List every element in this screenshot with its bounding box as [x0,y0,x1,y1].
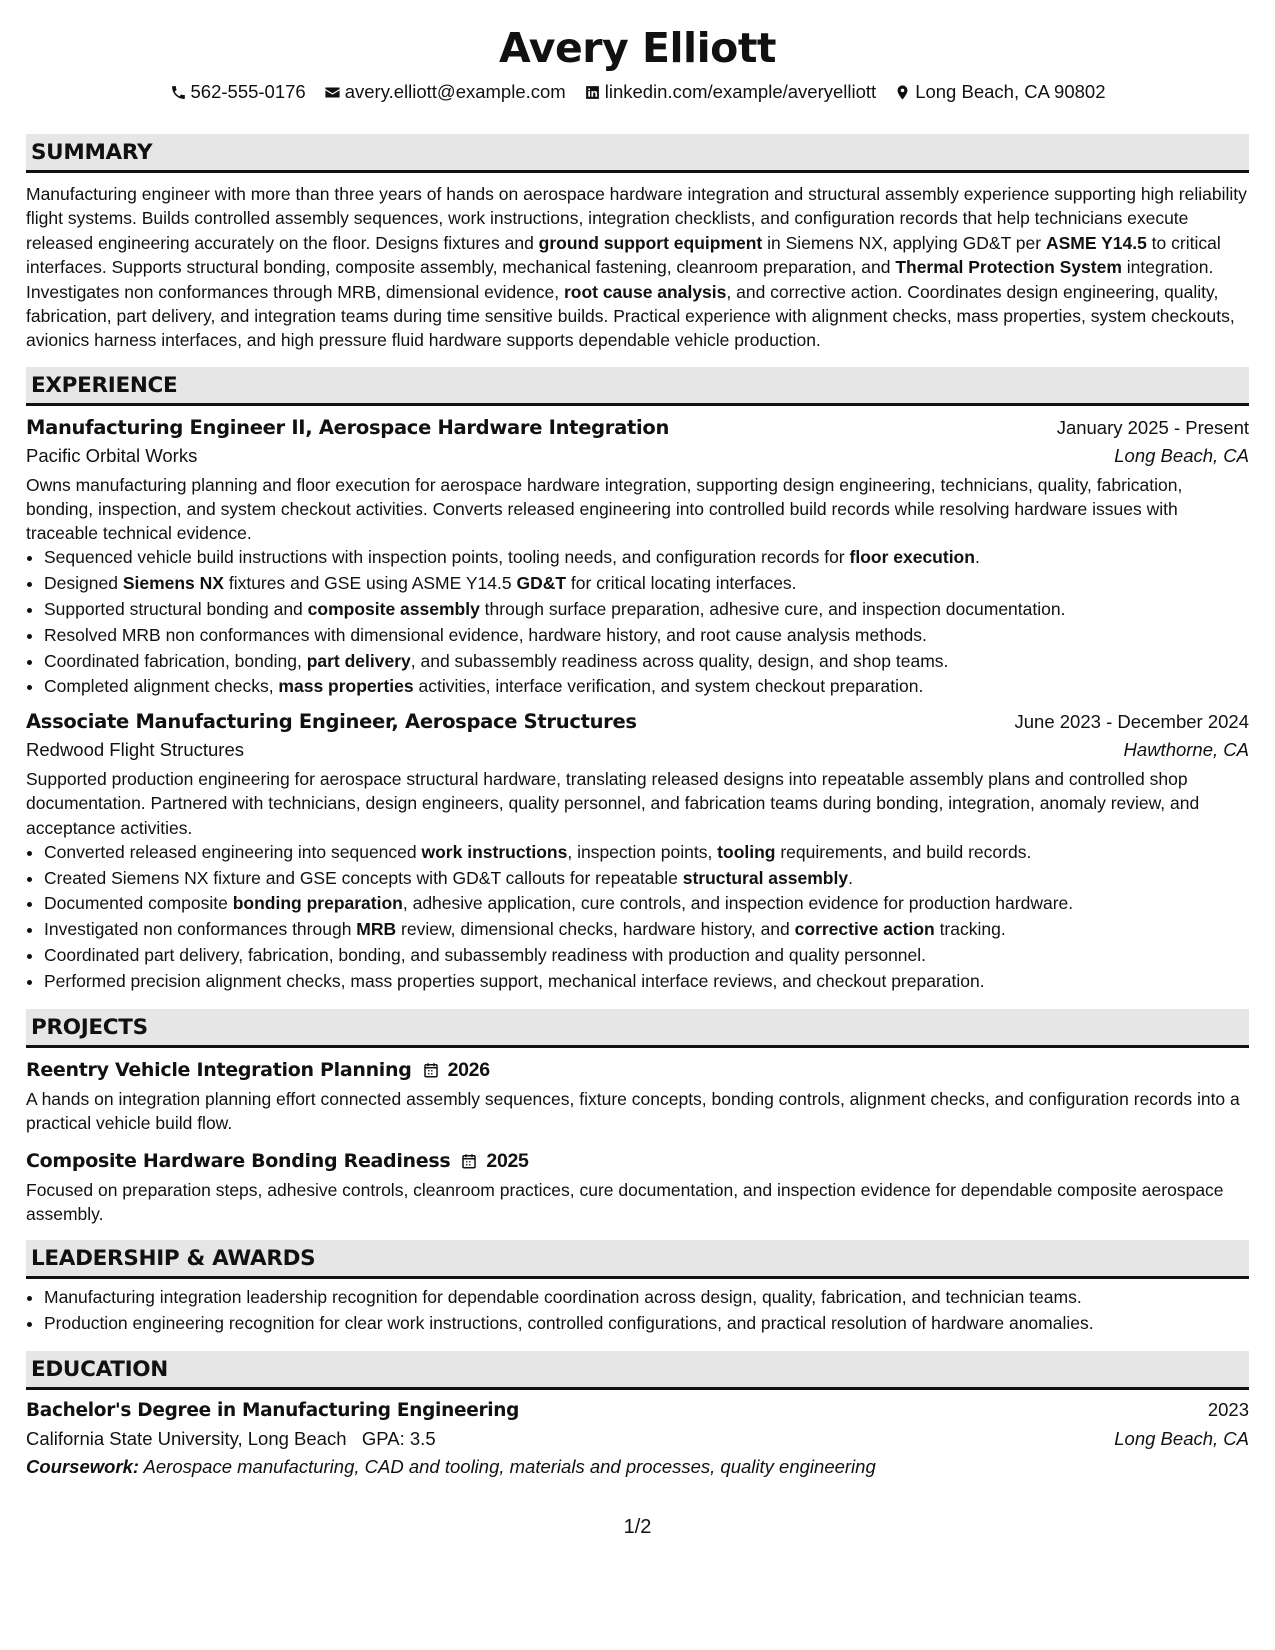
education-entry [26,1396,1249,1481]
leadership-section [26,1240,1249,1337]
coursework-line [26,1453,1249,1481]
company-name: Pacific Orbital Works [26,444,198,466]
bullet-item: • Resolved MRB non conformances with dimensional evidence, hardware history, and root cause analysis methods. [44,623,1249,649]
contact-location [894,80,1105,104]
school-location: Long Beach, CA [1114,1428,1249,1450]
section-heading: PROJECTS [26,1009,1249,1048]
company-name: Redwood Flight Structures [26,739,244,761]
section-heading: EDUCATION [26,1351,1249,1390]
location-text: Long Beach, CA 90802 [915,81,1106,102]
map-pin-icon [894,84,911,101]
bullet-item: • Documented composite bonding preparation, adhesive application, cure controls, and inspection evidence for production hardware. [44,891,1249,917]
education-section [26,1351,1249,1481]
job-title: Associate Manufacturing Engineer, Aerospace Structures [26,710,637,734]
bullet-item: • Sequenced vehicle build instructions with inspection points, tooling needs, and configuration records for floor execution. [44,545,1249,571]
leadership-bullets [26,1285,1249,1337]
linkedin-text: linkedin.com/example/averyelliott [604,81,877,102]
page-number: 1/2 [623,1516,652,1538]
job-entry [26,708,1249,994]
school-line [26,1425,436,1453]
job-description: Supported production engineering for aerospace structural hardware, translating released designs into repeatable assembly plans and controlled shop documentation. Partnered with technicians, design engineers, quality personnel, and fabrication teams during bonding, integration, anomaly review, and acceptance activities. [26,769,1200,838]
bullet-item: • Completed alignment checks, mass properties activities, interface verification, and system checkout preparation. [44,674,1249,700]
bullet-item: • Coordinated part delivery, fabrication, bonding, and subassembly readiness with production and quality personnel. [44,943,1249,969]
project-description: Focused on preparation steps, adhesive controls, cleanroom practices, cure documentation, and inspection evidence for dependable composite aerospace assembly. [26,1180,1224,1225]
resume-page [26,0,1249,1481]
calendar-icon [422,1061,440,1079]
job-dates: January 2025 - Present [1056,416,1249,438]
degree-title: Bachelor's Degree in Manufacturing Engineering [26,1400,520,1422]
experience-section [26,367,1249,995]
gpa: GPA: 3.5 [361,1428,436,1450]
section-heading: EXPERIENCE [26,367,1249,406]
linkedin-icon [584,84,601,101]
project-title: Reentry Vehicle Integration Planning [26,1058,412,1081]
job-description: Owns manufacturing planning and floor execution for aerospace hardware integration, supporting design engineering, technicians, quality, fabrication, bonding, inspection, and system checkout activities. Converts released engineering into controlled build records while resolving hardware issues with traceable technical evidence. [26,474,1183,544]
email-text: avery.elliott@example.com [344,81,566,102]
bullet-item: • Manufacturing integration leadership recognition for dependable coordination across design, quality, fabrication, and technician teams. [44,1285,1249,1311]
bullet-item: • Coordinated fabrication, bonding, part delivery, and subassembly readiness across quality, design, and shop teams. [44,649,1249,675]
bullet-item: • Supported structural bonding and composite assembly through surface preparation, adhesive cure, and inspection documentation. [44,597,1249,623]
section-heading: SUMMARY [26,134,1249,173]
job-dates: June 2023 - December 2024 [1014,711,1249,733]
projects-section [26,1009,1249,1227]
job-bullets [26,545,1249,700]
job-location: Long Beach, CA [1114,444,1249,466]
project-year: 2026 [447,1058,490,1081]
coursework-label: Coursework: [26,1456,140,1478]
bullet-item: • Converted released engineering into sequenced work instructions, inspection points, tooling requirements, and build records. [44,840,1249,866]
project-year: 2025 [486,1150,529,1173]
school-name: California State University, Long Beach [26,1428,347,1450]
phone-text: 562-555-0176 [190,81,306,102]
contact-phone[interactable] [170,80,306,104]
project-description: A hands on integration planning effort connected assembly sequences, fixture concepts, bonding controls, alignment checks, and configuration records into a practical vehicle build flow. [26,1088,1240,1133]
bullet-item: • Performed precision alignment checks, mass properties support, mechanical interface reviews, and checkout preparation. [44,969,1249,995]
job-entry [26,414,1249,700]
job-location: Hawthorne, CA [1123,739,1249,761]
summary-text: Manufacturing engineer with more than three years of hands on aerospace hardware integration and structural assembly experience supporting high reliability flight systems. Builds controlled assembly sequences, work instructions, integration checklists, and configuration records that help technicians execute released engineering accurately on the floor. Designs fixtures and ground support equipment in Siemens NX, applying GD&T per ASME Y14.5 to critical interfaces. Supports structural bonding, composite assembly, mechanical fastening, cleanroom preparation, and Thermal Protection System integration. Investigates non conformances through MRB, dimensional evidence, root cause analysis, and corrective action. Coordinates design engineering, quality, fabrication, part delivery, and integration teams during time sensitive builds. Practical experience with alignment checks, mass properties, system checkouts, avionics harness interfaces, and high pressure fluid hardware supports dependable vehicle production. [26,184,1247,351]
candidate-name: Avery Elliott [498,24,777,72]
contact-bar [26,80,1249,104]
phone-icon [170,84,187,101]
job-title: Manufacturing Engineer II, Aerospace Hardware Integration [26,415,670,439]
calendar-icon [460,1152,478,1170]
summary-section [26,134,1249,353]
project-title: Composite Hardware Bonding Readiness [26,1150,451,1173]
bullet-item: • Designed Siemens NX fixtures and GSE using ASME Y14.5 GD&T for critical locating interfaces. [44,571,1249,597]
project-entry [26,1056,1249,1135]
job-bullets [26,840,1249,995]
graduation-year: 2023 [1207,1399,1249,1421]
contact-linkedin[interactable] [584,80,876,104]
bullet-item: • Investigated non conformances through MRB review, dimensional checks, hardware history, and corrective action tracking. [44,917,1249,943]
bullet-item: • Production engineering recognition for clear work instructions, controlled configurations, and practical resolution of hardware anomalies. [44,1311,1249,1337]
coursework-text: Aerospace manufacturing, CAD and tooling, materials and processes, quality engineering [143,1456,876,1478]
project-entry [26,1147,1249,1226]
bullet-item: • Created Siemens NX fixture and GSE concepts with GD&T callouts for repeatable structural assembly. [44,866,1249,892]
envelope-icon [324,84,341,101]
contact-email[interactable] [324,80,566,104]
section-heading: LEADERSHIP & AWARDS [26,1240,1249,1279]
